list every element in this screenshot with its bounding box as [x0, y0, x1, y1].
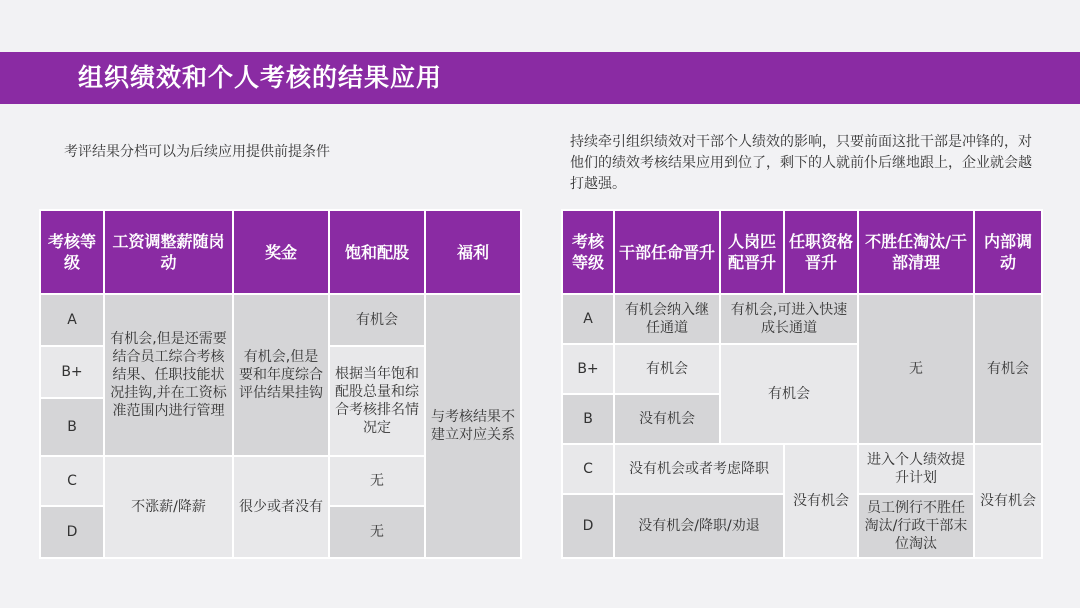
appointment-cell: 没有机会或者考虑降职	[614, 444, 784, 494]
welfare-cell: 与考核结果不建立对应关系	[425, 294, 521, 558]
level-cell: A	[40, 294, 104, 346]
left-results-table	[39, 209, 522, 559]
table-row	[40, 294, 521, 346]
appointment-cell: 有机会	[614, 344, 720, 394]
stock-cell: 根据当年饱和配股总量和综合考核排名情况定	[329, 346, 425, 456]
header-salary: 工资调整薪随岗动	[104, 210, 233, 294]
header-transfer: 内部调动	[974, 210, 1042, 294]
level-cell: C	[40, 456, 104, 506]
table-row	[562, 294, 1042, 344]
header-level: 考核等级	[562, 210, 614, 294]
level-cell: B+	[40, 346, 104, 398]
right-results-table	[561, 209, 1043, 559]
appointment-cell: 没有机会/降职/劝退	[614, 494, 784, 558]
dismissal-cell: 员工例行不胜任淘汰/行政干部末位淘汰	[858, 494, 974, 558]
header-qualification: 任职资格晋升	[784, 210, 858, 294]
title-banner	[0, 52, 1080, 104]
level-cell: B	[40, 398, 104, 456]
level-cell: D	[40, 506, 104, 558]
header-bonus: 奖金	[233, 210, 329, 294]
table-header-row	[562, 210, 1042, 294]
table-row	[562, 444, 1042, 494]
header-stock: 饱和配股	[329, 210, 425, 294]
page-title: 组织绩效和个人考核的结果应用	[78, 63, 443, 92]
level-cell: B	[562, 394, 614, 444]
header-appointment: 干部任命晋升	[614, 210, 720, 294]
header-welfare: 福利	[425, 210, 521, 294]
stock-cell: 无	[329, 506, 425, 558]
right-caption: 持续牵引组织绩效对干部个人绩效的影响，只要前面这批干部是冲锋的，对他们的绩效考核结果应用到位了，剩下的人就前仆后继地跟上，企业就会越打越强。	[570, 134, 1032, 192]
dismissal-cell: 无	[858, 294, 974, 444]
dismissal-cell: 进入个人绩效提升计划	[858, 444, 974, 494]
transfer-cell: 没有机会	[974, 444, 1042, 558]
bonus-cell: 很少或者没有	[233, 456, 329, 558]
header-level: 考核等级	[40, 210, 104, 294]
match-qualification-cell: 有机会,可进入快速成长通道	[720, 294, 858, 344]
stock-cell: 无	[329, 456, 425, 506]
salary-cell: 不涨薪/降薪	[104, 456, 233, 558]
bonus-cell: 有机会,但是要和年度综合评估结果挂钩	[233, 294, 329, 456]
left-caption: 考评结果分档可以为后续应用提供前提条件	[64, 144, 330, 160]
level-cell: A	[562, 294, 614, 344]
level-cell: B+	[562, 344, 614, 394]
match-qualification-cell: 没有机会	[784, 444, 858, 558]
match-qualification-cell: 有机会	[720, 344, 858, 444]
appointment-cell: 没有机会	[614, 394, 720, 444]
level-cell: C	[562, 444, 614, 494]
level-cell: D	[562, 494, 614, 558]
header-dismissal: 不胜任淘汰/干部清理	[858, 210, 974, 294]
stock-cell: 有机会	[329, 294, 425, 346]
table-header-row	[40, 210, 521, 294]
appointment-cell: 有机会纳入继任通道	[614, 294, 720, 344]
transfer-cell: 有机会	[974, 294, 1042, 444]
salary-cell: 有机会,但是还需要结合员工综合考核结果、任职技能状况挂钩,并在工资标准范围内进行管理	[104, 294, 233, 456]
header-job-match: 人岗匹配晋升	[720, 210, 784, 294]
